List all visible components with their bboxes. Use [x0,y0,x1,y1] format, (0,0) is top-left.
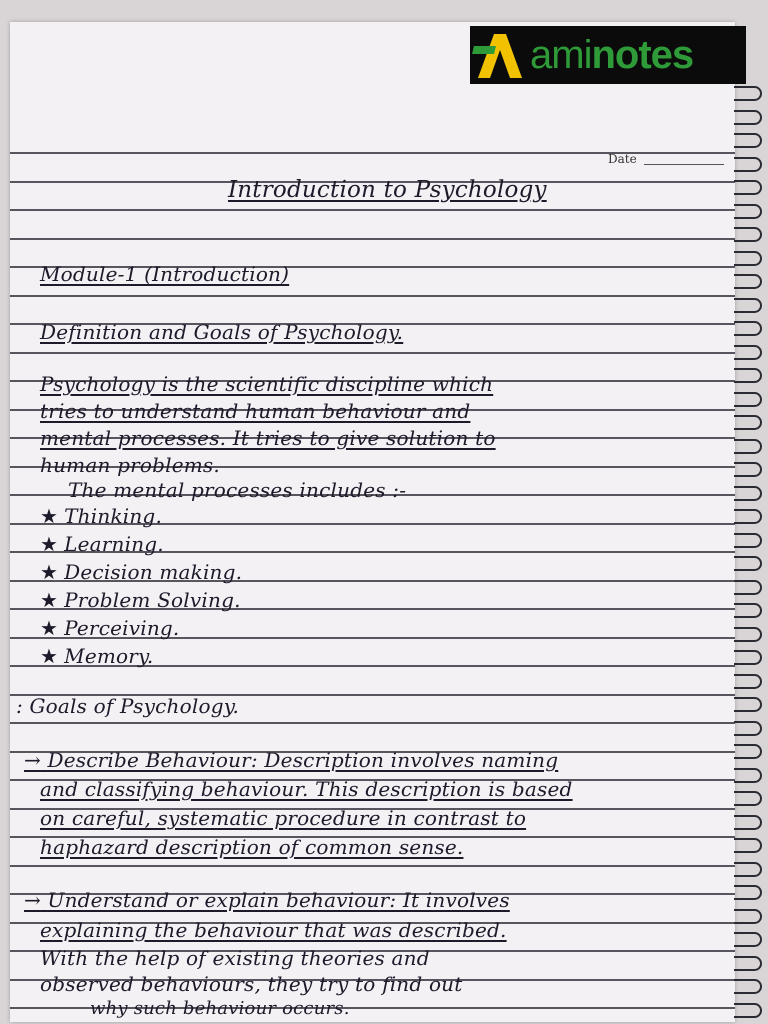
binding-ring [734,321,762,336]
star-icon: ★ [40,588,59,612]
ruled-line [10,238,735,240]
binding-ring [734,791,762,806]
binding-ring [734,439,762,454]
process-item [40,644,153,668]
binding-ring [734,110,762,125]
process-label: Perceiving. [64,616,180,640]
binding-ring [734,298,762,313]
binding-ring [734,274,762,289]
binding-ring [734,744,762,759]
goals-heading: : Goals of Psychology. [16,694,240,718]
binding-ring [734,486,762,501]
understand-line-2: explaining the behaviour that was described. [40,918,507,942]
binding-ring [734,979,762,994]
binding-ring [734,180,762,195]
understand-line-4: observed behaviours, they try to find out [40,972,463,996]
section-heading: Definition and Goals of Psychology. [40,320,404,344]
star-icon: ★ [40,504,59,528]
binding-ring [734,885,762,900]
definition-line-4: human problems. [40,453,220,477]
process-label: Learning. [64,532,164,556]
logo-text [530,33,693,78]
spiral-binding [732,0,768,1024]
ruled-line [10,865,735,867]
describe-line-1: → Describe Behaviour: Description involves naming [24,748,559,772]
ruled-line [10,722,735,724]
binding-ring [734,603,762,618]
describe-line-2: and classifying behaviour. This description is based [40,777,573,801]
definition-line-3: mental processes. It tries to give solution to [40,426,496,450]
binding-ring [734,838,762,853]
process-label: Thinking. [64,504,162,528]
processes-intro: The mental processes includes :- [68,478,407,502]
star-icon: ★ [40,560,59,584]
logo-mark-icon [470,26,530,84]
star-icon: ★ [40,616,59,640]
logo-text-notes: notes [591,32,694,77]
process-item [40,588,241,612]
binding-ring [734,650,762,665]
process-item [40,560,242,584]
binding-ring [734,509,762,524]
binding-ring [734,862,762,877]
notebook-page [10,22,735,1022]
ruled-line [10,295,735,297]
binding-ring [734,204,762,219]
definition-line-1: Psychology is the scientific discipline which [40,372,494,396]
arrow-icon: → [24,748,41,772]
binding-ring [734,697,762,712]
star-icon: ★ [40,532,59,556]
binding-ring [734,368,762,383]
binding-ring [734,721,762,736]
binding-ring [734,415,762,430]
binding-ring [734,627,762,642]
understand-line-1: → Understand or explain behaviour: It involves [24,888,510,912]
module-heading: Module-1 (Introduction) [40,262,290,286]
binding-ring [734,133,762,148]
binding-ring [734,86,762,101]
process-label: Memory. [64,644,154,668]
binding-ring [734,227,762,242]
ruled-line [10,352,735,354]
process-item [40,616,179,640]
binding-ring [734,345,762,360]
binding-ring [734,909,762,924]
process-label: Problem Solving. [64,588,241,612]
binding-ring [734,768,762,783]
understand-line-3: With the help of existing theories and [40,946,430,970]
logo-text-ami: ami [530,32,592,77]
binding-ring [734,533,762,548]
binding-ring [734,1003,762,1018]
ruled-line [10,209,735,211]
date-line [644,164,724,165]
describe-line-4: haphazard description of common sense. [40,835,464,859]
understand-line-5: why such behaviour occurs. [90,998,350,1019]
binding-ring [734,674,762,689]
binding-ring [734,815,762,830]
binding-ring [734,392,762,407]
definition-line-2: tries to understand human behaviour and [40,399,471,423]
process-item [40,504,162,528]
binding-ring [734,956,762,971]
brand-logo [470,26,746,84]
page-title: Introduction to Psychology [228,177,547,203]
arrow-icon: → [24,888,41,912]
date-label: Date [608,152,637,166]
process-label: Decision making. [64,560,243,584]
star-icon: ★ [40,644,59,668]
binding-ring [734,157,762,172]
binding-ring [734,932,762,947]
binding-ring [734,251,762,266]
binding-ring [734,556,762,571]
process-item [40,532,164,556]
binding-ring [734,462,762,477]
binding-ring [734,580,762,595]
describe-line-3: on careful, systematic procedure in contrast to [40,806,527,830]
